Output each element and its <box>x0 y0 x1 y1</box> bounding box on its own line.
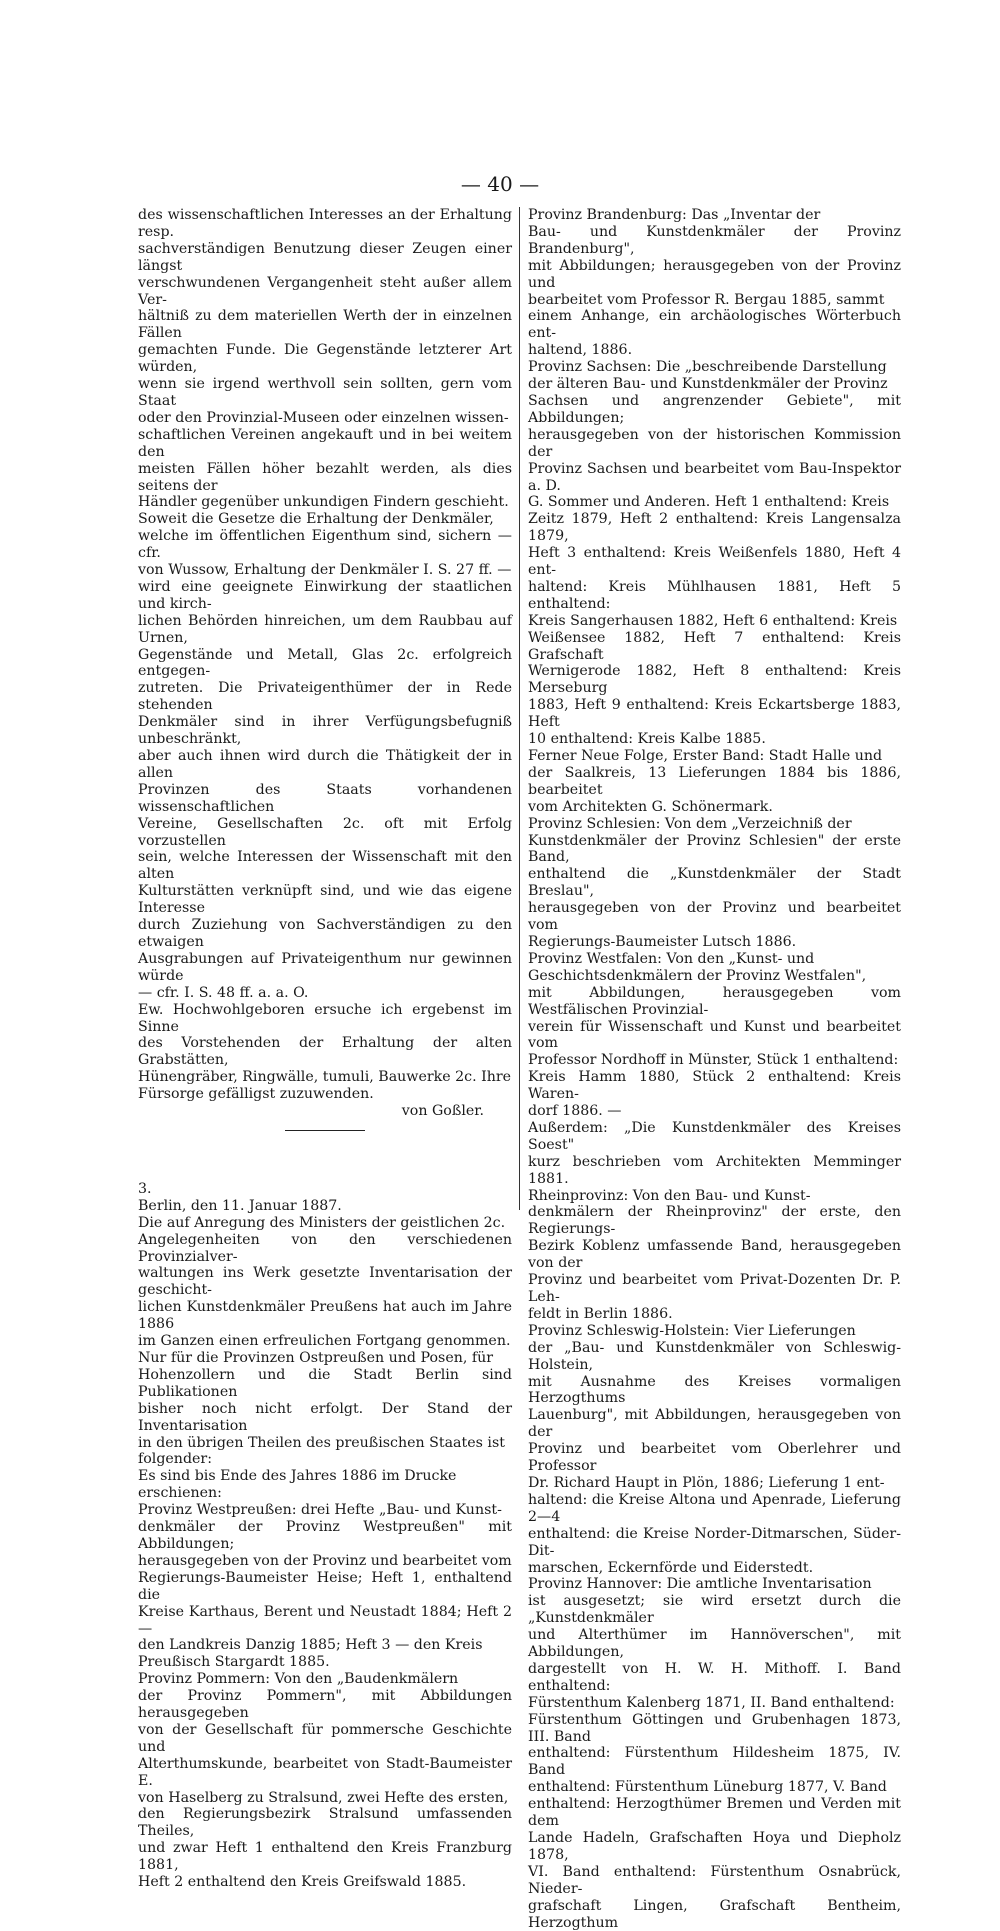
right-paragraph-3: Ferner Neue Folge, Erster Band: Stadt Halle und der Saalkreis, 13 Lieferungen 1884 bis 1886, bearbeitet vom Architekten G. Schönermark. <box>528 748 901 815</box>
left-paragraph-7: Provinz Pommern: Von den „Baudenkmälern der Provinz Pommern", mit Abbildungen herausgegeben von der Gesellschaft für pommersche Geschichte und Alterthumskunde, bearbeitet von Stadt-Baumeister E. von Haselberg zu Stralsund, zwei Hefte des ersten, den Regierungsbezirk Stralsund umfassenden Theiles, und zwar Heft 1 enthaltend den Kreis Franzburg 1881, Heft 2 enthaltend den Kreis Greifswald 1885. <box>138 1671 512 1891</box>
signature: von Goßler. <box>401 1103 484 1120</box>
left-column <box>138 207 512 1891</box>
right-paragraph-7: Rheinprovinz: Von den Bau- und Kunst- denkmälern der Rheinprovinz" der erste, den Regierungs- Bezirk Koblenz umfassende Band, herausgegeben von der Provinz und bearbeitet vom Privat-Dozenten Dr. P. Leh- feldt in Berlin 1886. <box>528 1187 901 1322</box>
left-paragraph-5: Es sind bis Ende des Jahres 1886 im Drucke erschienen: <box>138 1468 457 1502</box>
right-paragraph-4: Provinz Schlesien: Von dem „Verzeichniß der Kunstdenkmäler der Provinz Schlesien" der erste Band, enthaltend die „Kunstdenkmäler der Stadt Breslau", herausgegeben von der Provinz und bearbeitet vom Regierungs-Baumeister Lutsch 1886. <box>528 815 901 950</box>
section-number: 3. <box>138 1180 152 1197</box>
right-paragraph-9: Provinz Hannover: Die amtliche Inventarisation ist ausgesetzt; sie wird ersetzt durch die „Kunstdenkmäler und Alterthümer im Hannöverschen", mit Abbildungen, dargestellt von H. W. H. Mithoff. I. Band enthaltend: Fürstenthum Kalenberg 1871, II. Band enthaltend: Fürstenthum Göttingen und Grubenhagen 1873, III. Band enthaltend: Fürstenthum Hildesheim 1875, IV. Band enthaltend: Fürstenthum Lüneburg 1877, V. Band enthaltend: Herzogthümer Bremen und Verden mit dem Lande Hadeln, Grafschaften Hoya und Diepholz 1878, VI. Band enthaltend: Fürstenthum Osnabrück, Nieder- grafschaft Lingen, Grafschaft Bentheim, Herzogthum <box>528 1576 901 1931</box>
dateline: Berlin, den 11. Januar 1887. <box>138 1197 342 1214</box>
right-paragraph-1: Provinz Brandenburg: Das „Inventar der Bau- und Kunstdenkmäler der Provinz Brandenburg", mit Abbildungen; herausgegeben von der Provinz und bearbeitet vom Professor R. Bergau 1885, sammt einem Anhange, ein archäologisches Wörterbuch ent- haltend, 1886. <box>528 207 901 359</box>
left-paragraph-6: Provinz Westpreußen: drei Hefte „Bau- und Kunst- denkmäler der Provinz Westpreußen" mit Abbildungen; herausgegeben von der Provinz und bearbeitet vom Regierungs-Baumeister Heise; Heft 1, enthaltend die Kreise Karthaus, Berent und Neustadt 1884; Heft 2 — den Landkreis Danzig 1885; Heft 3 — den Kreis Preußisch Stargardt 1885. <box>138 1502 512 1671</box>
left-paragraph-4: Die auf Anregung des Ministers der geistlichen 2c. Angelegenheiten von den verschiedenen Provinzialver- waltungen ins Werk gesetzte Inventarisation der geschicht- lichen Kunstdenkmäler Preußens hat auch im Jahre 1886 im Ganzen einen erfreulichen Fortgang genommen. Nur für die Provinzen Ostpreußen und Posen, für Hohenzollern und die Stadt Berlin sind Publikationen bisher noch nicht erfolgt. Der Stand der Inventarisation in den übrigen Theilen des preußischen Staates ist folgender: <box>138 1214 512 1468</box>
right-paragraph-2: Provinz Sachsen: Die „beschreibende Darstellung der älteren Bau- und Kunstdenkmäler der Provinz Sachsen und angrenzender Gebiete", mit Abbildungen; herausgegeben von der historischen Kommission der Provinz Sachsen und bearbeitet vom Bau-Inspektor a. D. G. Sommer und Anderen. Heft 1 enthaltend: Kreis Zeitz 1879, Heft 2 enthaltend: Kreis Langensalza 1879, Heft 3 enthaltend: Kreis Weißenfels 1880, Heft 4 ent- haltend: Kreis Mühlhausen 1881, Heft 5 enthaltend: Kreis Sangerhausen 1882, Heft 6 enthaltend: Kreis Weißensee 1882, Heft 7 enthaltend: Kreis Grafschaft Wernigerode 1882, Heft 8 enthaltend: Kreis Merseburg 1883, Heft 9 enthaltend: Kreis Eckartsberge 1883, Heft 10 enthaltend: Kreis Kalbe 1885. <box>528 359 901 748</box>
left-paragraph-1: des wissenschaftlichen Interesses an der Erhaltung resp. sachverständigen Benutzung dieser Zeugen einer längst verschwundenen Vergangenheit steht außer allem Ver- hältniß zu dem materiellen Werth der in einzelnen Fällen gemachten Funde. Die Gegenstände letzterer Art würden, wenn sie irgend werthvoll sein sollten, gern vom Staat oder den Provinzial-Museen oder einzelnen wissen- schaftlichen Vereinen angekauft und in bei weitem den meisten Fällen höher bezahlt werden, als dies seitens der Händler gegenüber unkundigen Findern geschieht. <box>138 207 512 511</box>
left-paragraph-2: Soweit die Gesetze die Erhaltung der Denkmäler, welche im öffentlichen Eigenthum sind, sichern — cfr. von Wussow, Erhaltung der Denkmäler I. S. 27 ff. — wird eine geeignete Einwirkung der staatlichen und kirch- lichen Behörden hinreichen, um dem Raubbau auf Urnen, Gegenstände und Metall, Glas 2c. erfolgreich entgegen- zutreten. Die Privateigenthümer der in Rede stehenden Denkmäler sind in ihrer Verfügungsbefugniß unbeschränkt, aber auch ihnen wird durch die Thätigkeit der in allen Provinzen des Staats vorhandenen wissenschaftlichen Vereine, Gesellschaften 2c. oft mit Erfolg vorzustellen sein, welche Interessen der Wissenschaft mit den alten Kulturstätten verknüpft sind, und wie das eigene Interesse durch Zuziehung von Sachverständigen zu den etwaigen Ausgrabungen auf Privateigenthum nur gewinnen würde — cfr. I. S. 48 ff. a. a. O. <box>138 511 512 1001</box>
left-paragraph-3: Ew. Hochwohlgeboren ersuche ich ergebenst im Sinne des Vorstehenden der Erhaltung der alten Grabstätten, Hünengräber, Ringwälle, tumuli, Bauwerke 2c. Ihre Fürsorge gefälligst zuzuwenden. <box>138 1001 512 1103</box>
page-number: — 40 — <box>460 172 540 196</box>
column-divider <box>519 207 520 1210</box>
right-paragraph-8: Provinz Schleswig-Holstein: Vier Lieferungen der „Bau- und Kunstdenkmäler von Schleswig-Holstein, mit Ausnahme des Kreises vormaligen Herzogthums Lauenburg", mit Abbildungen, herausgegeben von der Provinz und bearbeitet vom Oberlehrer und Professor Dr. Richard Haupt in Plön, 1886; Lieferung 1 ent- haltend: die Kreise Altona und Apenrade, Lieferung 2—4 enthaltend: die Kreise Norder-Ditmarschen, Süder-Dit- marschen, Eckernförde und Eiderstedt. <box>528 1322 901 1576</box>
right-paragraph-6: Außerdem: „Die Kunstdenkmäler des Kreises Soest" kurz beschrieben vom Architekten Memminger 1881. <box>528 1119 901 1187</box>
section-rule <box>285 1130 365 1131</box>
right-paragraph-5: Provinz Westfalen: Von den „Kunst- und Geschichtsdenkmälern der Provinz Westfalen", mit Abbildungen, herausgegeben vom Westfälischen Provinzial- verein für Wissenschaft und Kunst und bearbeitet vom Professor Nordhoff in Münster, Stück 1 enthaltend: Kreis Hamm 1880, Stück 2 enthaltend: Kreis Waren- dorf 1886. — <box>528 950 901 1120</box>
right-column <box>528 207 901 1931</box>
